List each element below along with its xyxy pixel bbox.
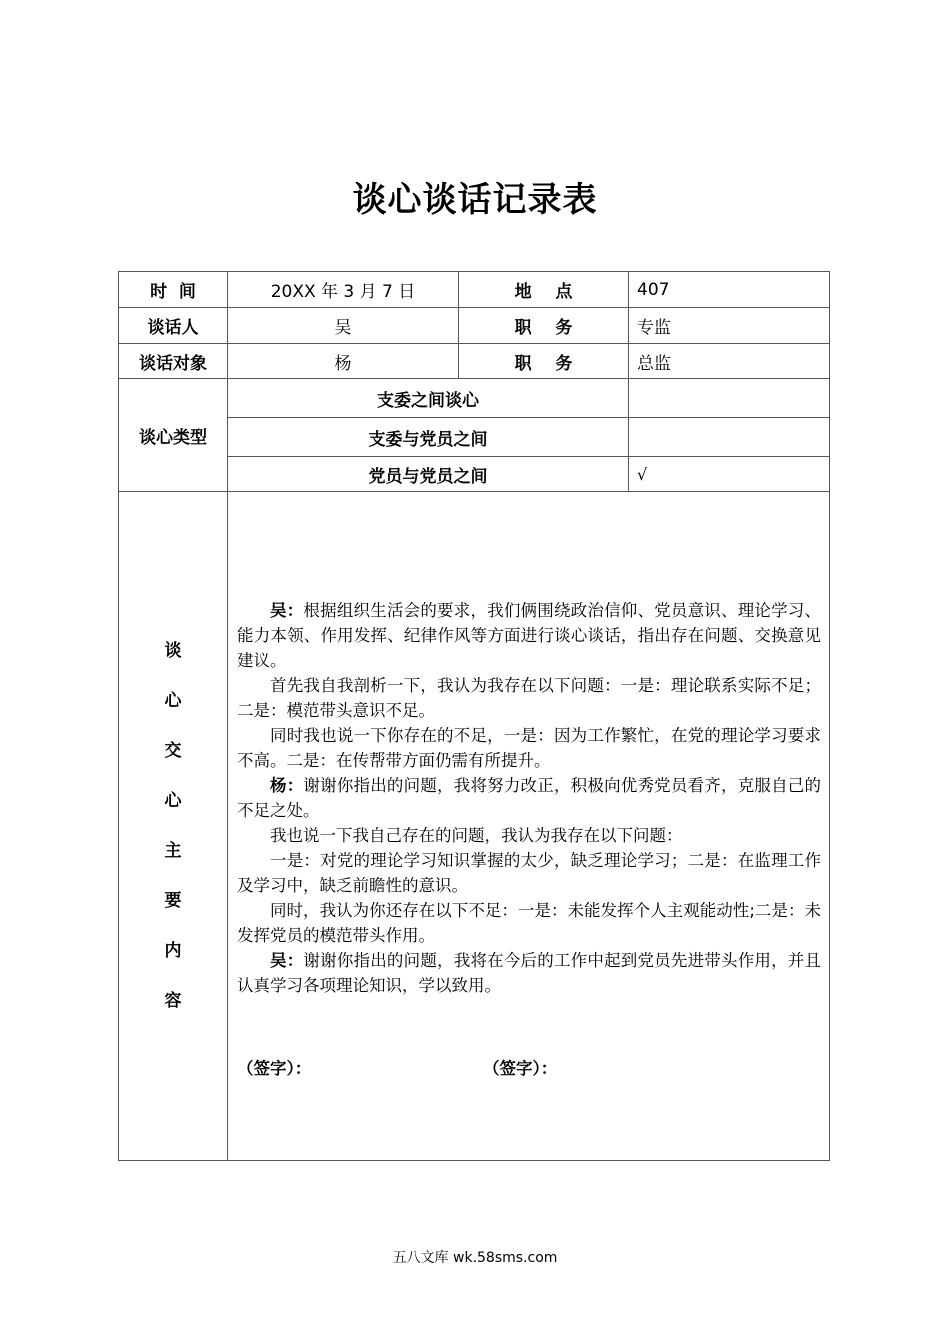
row-speaker bbox=[119, 308, 830, 344]
paragraph-text: 根据组织生活会的要求，我们俩围绕政治信仰、党员意识、理论学习、能力本领、作用发挥、纪律作风等方面进行谈心谈话，指出存在问题、交换意见建议。 bbox=[237, 600, 821, 670]
target-label: 谈话对象 bbox=[119, 344, 228, 379]
talk-type-label: 谈心类型 bbox=[119, 379, 228, 492]
document-title: 谈心谈话记录表 bbox=[352, 180, 598, 220]
time-label: 时 间 bbox=[119, 272, 228, 308]
content-paragraph bbox=[237, 848, 821, 898]
target-job-value: 总监 bbox=[629, 344, 830, 379]
talk-type-option-label: 支委与党员之间 bbox=[228, 418, 629, 457]
content-body bbox=[228, 492, 830, 1161]
talk-type-option-mark: √ bbox=[629, 457, 830, 492]
paragraph-text: 首先我自我剖析一下，我认为我存在以下问题：一是：理论联系实际不足；二是：模范带头意识不足。 bbox=[237, 675, 821, 720]
signature-field-2: （签字）： bbox=[491, 1058, 558, 1078]
record-table bbox=[118, 271, 830, 1161]
talk-type-option-label: 支委之间谈心 bbox=[228, 379, 629, 418]
paragraph-text: 谢谢你指出的问题，我将努力改正，积极向优秀党员看齐，克服自己的不足之处。 bbox=[237, 775, 821, 820]
footer-watermark: 五八文库 wk.58sms.com bbox=[392, 1250, 558, 1266]
content-paragraph bbox=[237, 723, 821, 773]
talk-type-option-label: 党员与党员之间 bbox=[228, 457, 629, 492]
content-paragraph bbox=[237, 948, 821, 998]
speaker-job-label: 职 务 bbox=[459, 308, 629, 344]
talk-type-option-mark bbox=[629, 379, 830, 418]
place-label: 地 点 bbox=[459, 272, 629, 308]
content-row bbox=[119, 492, 830, 1161]
paragraph-text: 谢谢你指出的问题，我将在今后的工作中起到党员先进带头作用，并且认真学习各项理论知识，学以致用。 bbox=[237, 950, 821, 995]
speaker-job-value: 专监 bbox=[629, 308, 830, 344]
side-char: 内 bbox=[164, 941, 182, 961]
signature-line bbox=[237, 1056, 821, 1081]
row-time-place bbox=[119, 272, 830, 308]
content-paragraph bbox=[237, 673, 821, 723]
talk-type-option-mark bbox=[629, 418, 830, 457]
side-char: 主 bbox=[164, 841, 182, 861]
speaker-name: 吴： bbox=[270, 600, 304, 620]
side-char: 要 bbox=[164, 891, 182, 911]
target-value: 杨 bbox=[228, 344, 459, 379]
side-char: 心 bbox=[164, 791, 182, 811]
side-char: 容 bbox=[164, 991, 182, 1011]
paragraph-text: 我也说一下我自己存在的问题，我认为我存在以下问题： bbox=[270, 825, 683, 845]
speaker-value: 吴 bbox=[228, 308, 459, 344]
talk-type-row-1 bbox=[119, 379, 830, 418]
content-paragraph bbox=[237, 598, 821, 673]
side-char: 谈 bbox=[164, 641, 182, 661]
time-value: 20XX 年 3 月 7 日 bbox=[228, 272, 459, 308]
side-char: 心 bbox=[164, 691, 182, 711]
target-job-label: 职 务 bbox=[459, 344, 629, 379]
content-side-label bbox=[119, 492, 228, 1161]
paragraph-text: 同时我也说一下你存在的不足，一是：因为工作繁忙，在党的理论学习要求不高。二是：在传帮带方面仍需有所提升。 bbox=[237, 725, 821, 770]
content-paragraph bbox=[237, 823, 821, 848]
signature-field-1: （签字）： bbox=[237, 1058, 312, 1078]
content-paragraph bbox=[237, 898, 821, 948]
speaker-name: 吴： bbox=[270, 950, 304, 970]
paragraph-text: 同时，我认为你还存在以下不足：一是：未能发挥个人主观能动性;二是：未发挥党员的模范带头作用。 bbox=[237, 900, 821, 945]
place-value: 407 bbox=[629, 272, 830, 308]
speaker-label: 谈话人 bbox=[119, 308, 228, 344]
paragraph-text: 一是：对党的理论学习知识掌握的太少，缺乏理论学习；二是：在监理工作及学习中，缺乏前瞻性的意识。 bbox=[237, 850, 821, 895]
speaker-name: 杨： bbox=[270, 775, 304, 795]
row-target bbox=[119, 344, 830, 379]
side-char: 交 bbox=[164, 741, 182, 761]
content-paragraph bbox=[237, 773, 821, 823]
